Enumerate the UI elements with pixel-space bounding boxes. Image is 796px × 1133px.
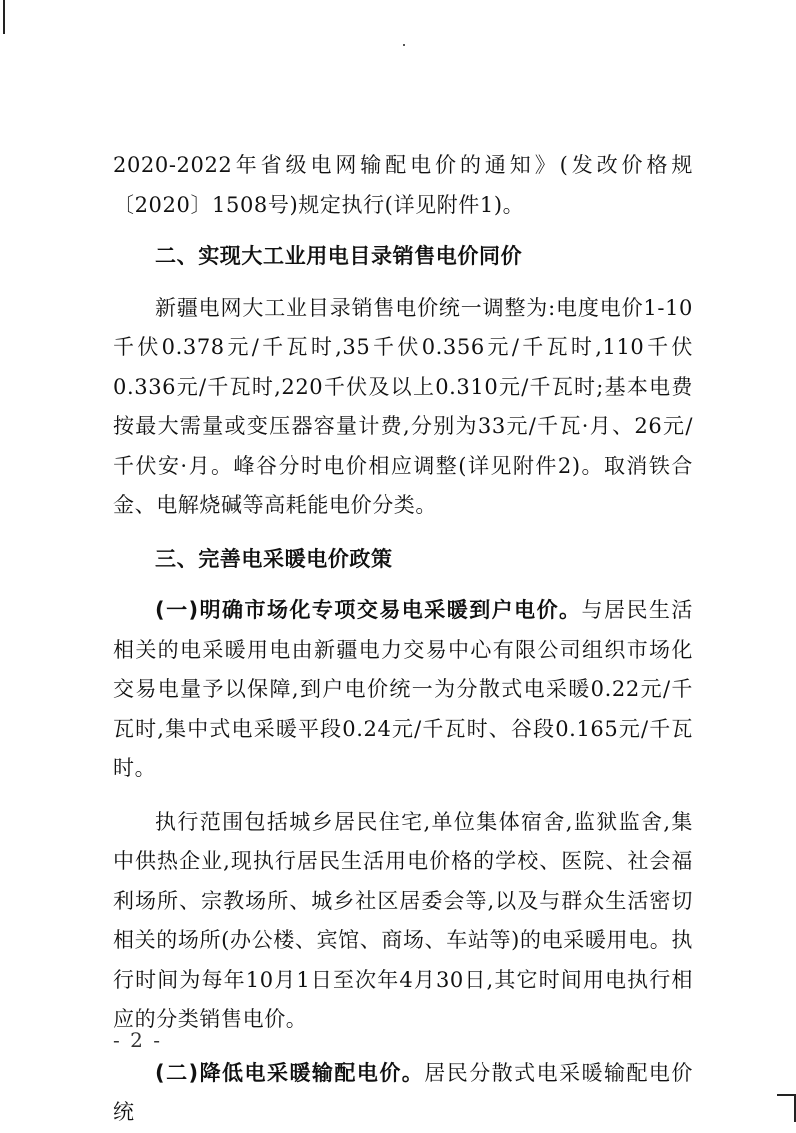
scan-edge-mark	[3, 0, 5, 34]
subsection-heading-1: (一)明确市场化专项交易电采暖到户电价。	[155, 598, 582, 622]
section-heading-3: 三、完善电采暖电价政策	[155, 546, 393, 571]
paragraph-continuation: 2020-2022年省级电网输配电价的通知》(发改价格规〔2020〕1508号)规定执行(详见附件1)。	[113, 153, 693, 217]
page-number: - 2 -	[113, 1028, 162, 1052]
paragraph-industrial-price: 新疆电网大工业目录销售电价统一调整为:电度电价1-10千伏0.378元/千瓦时,35千伏0.356元/千瓦时,110千伏0.336元/千瓦时,220千伏及以上0.310元/千瓦时;基本电费按最大需量或变压器容量计费,分别为33元/千瓦·月、26元/千伏安·月。峰谷分时电价相应调整(详见附件2)。取消铁合金、电解烧碱等高耗能电价分类。	[113, 295, 693, 517]
paragraph-market-heating-body: 与居民生活相关的电采暖用电由新疆电力交易中心有限公司组织市场化交易电量予以保障,到户电价统一为分散式电采暖0.22元/千瓦时,集中式电采暖平段0.24元/千瓦时、谷段0.165元/千瓦时。	[113, 598, 693, 780]
paragraph-transmission-price-body: 居民分散式电采暖输配电价统	[113, 1060, 693, 1124]
paragraph-market-heating	[113, 591, 693, 789]
paragraph-scope: 执行范围包括城乡居民住宅,单位集体宿舍,监狱监舍,集中供热企业,现执行居民生活用电价格的学校、医院、社会福利场所、宗教场所、城乡社区居委会等,以及与群众生活密切相关的场所(办公楼、宾馆、商场、车站等)的电采暖用电。执行时间为每年10月1日至次年4月30日,其它时间用电执行相应的分类销售电价。	[113, 809, 693, 1031]
subsection-heading-2: (二)降低电采暖输配电价。	[155, 1060, 425, 1085]
section-heading-2: 二、实现大工业用电目录销售电价同价	[155, 244, 523, 268]
document-body	[113, 146, 693, 1133]
scan-dust-dot	[403, 44, 405, 46]
scan-corner-mark	[777, 1094, 796, 1108]
paragraph-transmission-price	[113, 1054, 693, 1133]
